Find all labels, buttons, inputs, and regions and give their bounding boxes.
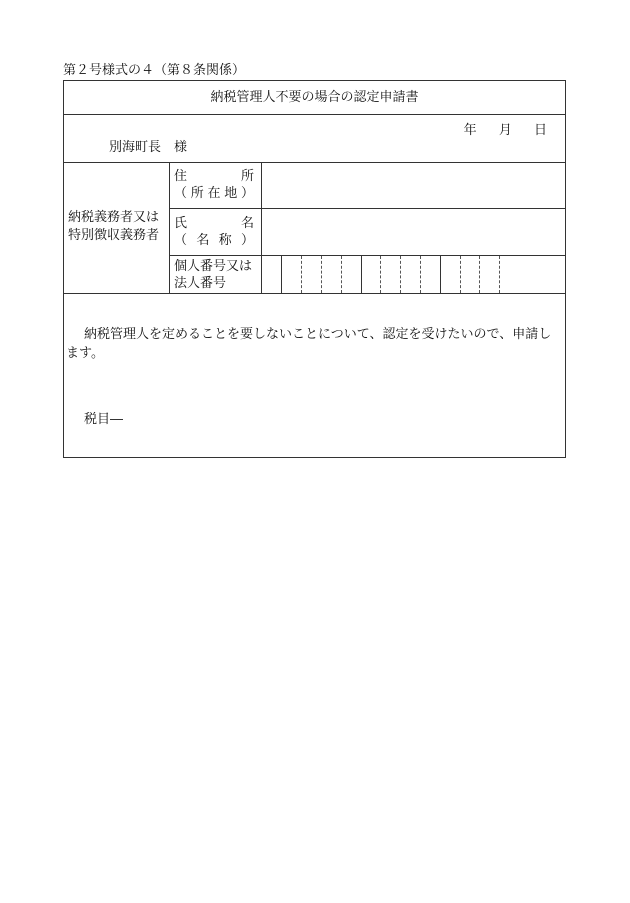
name-label — [174, 215, 254, 249]
name-label-char: 氏 — [174, 216, 188, 231]
name-sub-char: 名 — [196, 233, 210, 248]
application-form — [63, 80, 566, 458]
number-label — [174, 258, 252, 292]
address-input-area[interactable] — [262, 163, 565, 208]
addressee: 別海町長 様 — [109, 140, 188, 155]
number-label-line-2: 法人番号 — [174, 276, 227, 291]
taxpayer-heading — [68, 209, 168, 245]
name-input-area[interactable] — [262, 209, 565, 254]
column-divider — [169, 162, 170, 293]
address-sub-char: ） — [240, 186, 254, 201]
address-sub-char: 所 — [190, 186, 204, 201]
name-sub-char: 称 — [218, 233, 232, 248]
form-title: 納税管理人不要の場合の認定申請書 — [210, 90, 419, 105]
divider — [64, 293, 565, 294]
address-sub-char: 地 — [224, 186, 238, 201]
name-label-char: 名 — [240, 216, 254, 231]
address-sub-char: 在 — [207, 186, 221, 201]
number-input-area[interactable] — [262, 256, 502, 293]
name-sub-char: ） — [240, 233, 254, 248]
form-number-label: 第２号様式の４（第８条関係） — [63, 63, 246, 78]
address-label-char: 住 — [174, 169, 188, 184]
address-label-char: 所 — [240, 169, 254, 184]
day-label: 日 — [533, 123, 547, 138]
name-sub-char: （ — [174, 233, 188, 248]
number-label-line-1: 個人番号又は — [174, 259, 253, 274]
address-sub-char: （ — [174, 186, 188, 201]
date-line — [464, 122, 547, 139]
tax-item-label: 税目― — [84, 412, 124, 427]
taxpayer-heading-line-2: 特別徴収義務者 — [68, 228, 160, 243]
month-label: 月 — [498, 123, 512, 138]
year-label: 年 — [463, 123, 477, 138]
divider — [64, 114, 565, 115]
application-statement: 納税管理人を定めることを要しないことについて、認定を受けたいので、申請します。 — [66, 327, 552, 361]
address-label — [174, 168, 254, 202]
taxpayer-heading-line-1: 納税義務者又は — [68, 210, 160, 225]
